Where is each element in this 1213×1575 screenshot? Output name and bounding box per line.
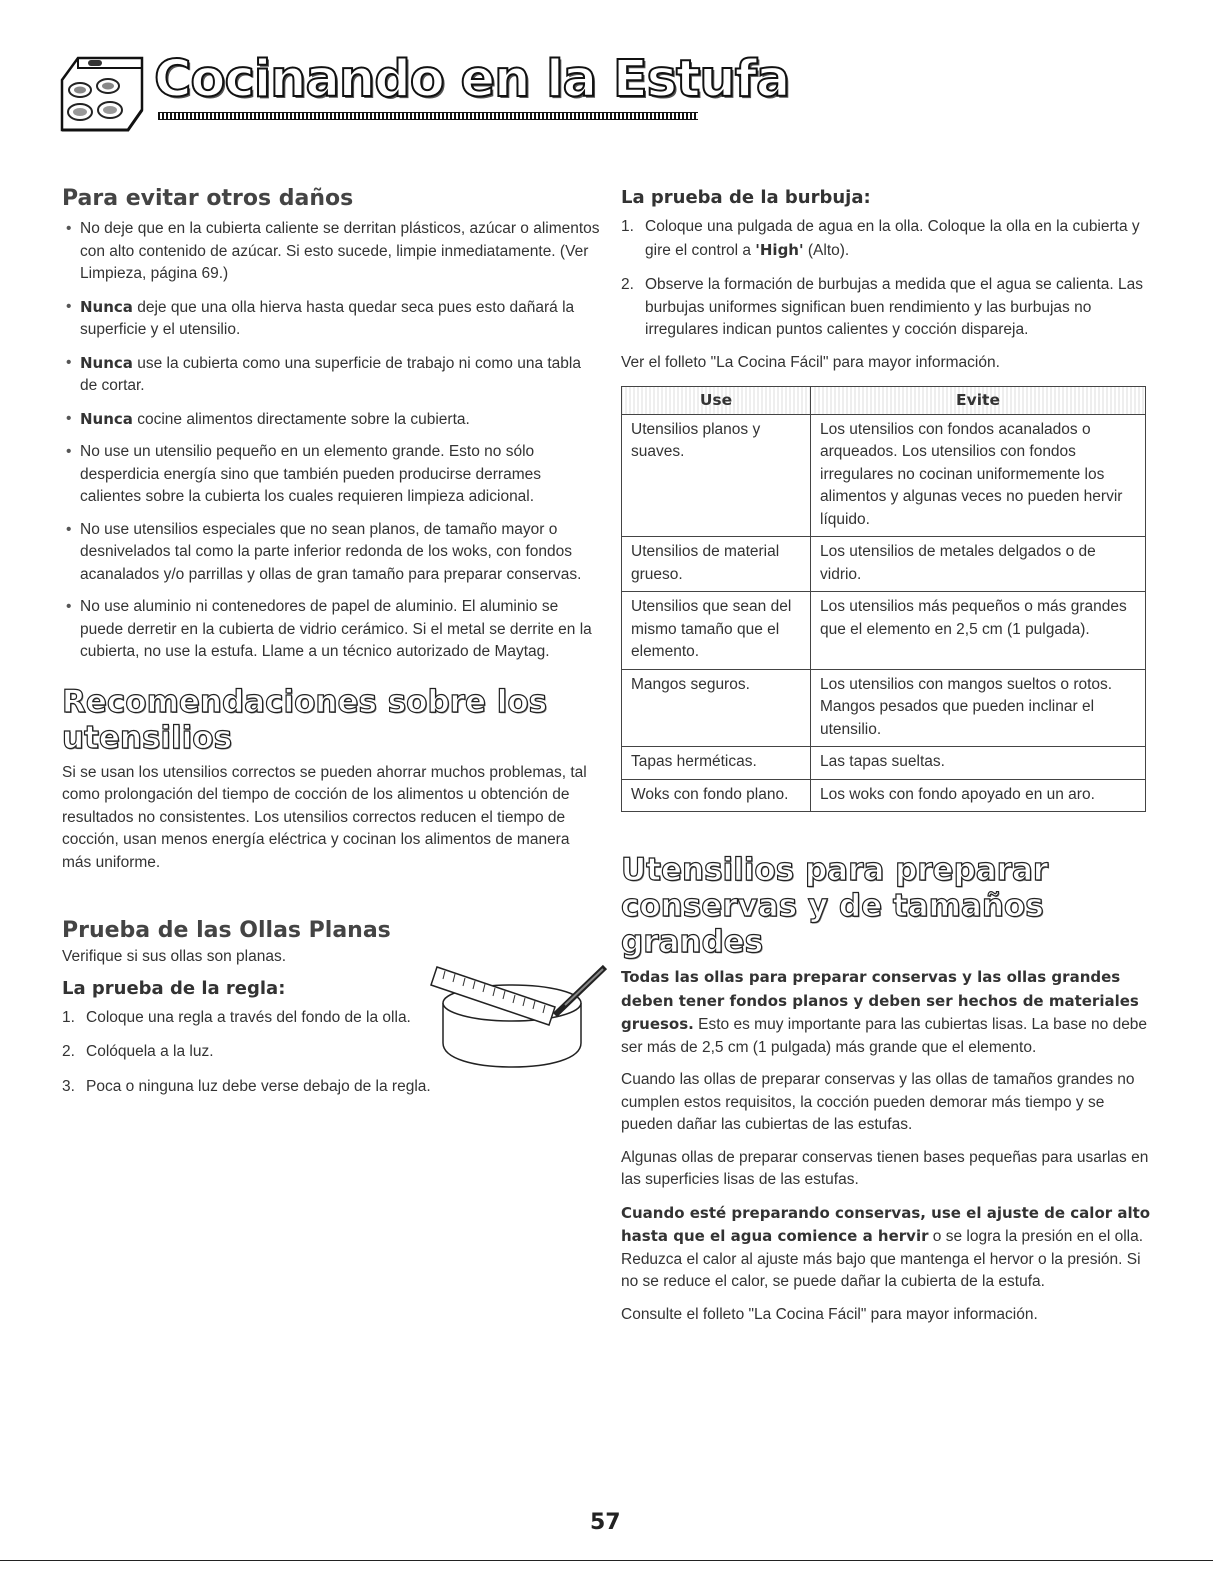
- table-cell: Utensilios planos y suaves.: [622, 414, 811, 537]
- ruler-test-heading: La prueba de la regla:: [62, 977, 286, 999]
- table-row: [622, 747, 1146, 780]
- table-cell: Mangos seguros.: [622, 669, 811, 747]
- section-heading-flat-pans: Prueba de las Ollas Planas: [62, 918, 391, 943]
- list-item: • No deje que en la cubierta caliente se derritan plásticos, azúcar o alimentos con alto contenido de azúcar. Si esto sucede, limpie inmediatamente. (Ver Limpieza, página 69.): [62, 218, 602, 286]
- table-cell: Utensilios de material grueso.: [622, 537, 811, 592]
- list-item: 1. Coloque una regla a través del fondo de la olla.: [62, 1008, 411, 1026]
- table-cell: Las tapas sueltas.: [811, 747, 1146, 780]
- list-item: • No use aluminio ni contenedores de papel de aluminio. El aluminio se puede derretir en la cubierta de vidrio cerámico. Si el metal se derrite en la cubierta, no use la estufa. Llame a un técnico autorizado de Maytag.: [62, 596, 602, 664]
- list-item: 2. Observe la formación de burbujas a medida que el agua se calienta. Las burbujas uniformes significan buen rendimiento y las burbujas no irregulares indican puntos calientes y cocción dispareja.: [621, 276, 1144, 338]
- bubble-test-steps: [621, 216, 1151, 342]
- canning-paragraph-1: Todas las ollas para preparar conservas y las ollas grandes deben tener fondos planos y deben ser hechos de materiales gruesos. Esto es muy importante para las cubiertas lisas. La base no debe ser más de 2,5 cm (1 pulgada) más grande que el elemento.: [621, 968, 1148, 1056]
- list-item: 3. Poca o ninguna luz debe verse debajo de la regla.: [62, 1077, 431, 1095]
- section-heading-damage: Para evitar otros daños: [62, 186, 354, 211]
- table-header-row: [622, 387, 1146, 415]
- canning-paragraph-5: Consulte el folleto "La Cocina Fácil" para mayor información.: [621, 1305, 1038, 1323]
- list-item: • No use utensilios especiales que no sean planos, de tamaño mayor o desnivelados tal como la parte inferior redonda de los woks, con fondos acanalados y/o parrillas y ollas de gran tamaño para preparar conservas.: [62, 519, 602, 587]
- use-avoid-table: [621, 386, 1146, 812]
- canning-paragraph-4: Cuando esté preparando conservas, use el ajuste de calor alto hasta que el agua comience a hervir o se logra la presión en el olla. Reduzca el calor al ajuste más bajo que mantenga el hervor o la presión. Si no se reduce el calor, se puede dañar la cubierta de la estufa.: [621, 1203, 1151, 1290]
- flat-pans-paragraph: Verifique si sus ollas son planas.: [62, 948, 287, 965]
- section-heading-canning: Utensilios para preparar conservas y de tamaños grandes: [621, 852, 1049, 960]
- table-row: [622, 592, 1146, 670]
- table-cell: Woks con fondo plano.: [622, 779, 811, 812]
- table-cell: Los woks con fondo apoyado en un aro.: [811, 779, 1146, 812]
- table-row: [622, 414, 1146, 537]
- page-header: [58, 50, 790, 145]
- column-header-avoid: Evite: [811, 387, 1146, 415]
- column-header-use: Use: [622, 387, 811, 415]
- list-item: • Nunca use la cubierta como una superficie de trabajo ni como una tabla de cortar.: [62, 352, 602, 398]
- recommendations-paragraph: Si se usan los utensilios correctos se pueden ahorrar muchos problemas, tal como prolongación del tiempo de cocción de los alimentos u obtención de resultados no consistentes. Los utensilios correctos reducen el tiempo de cocción, usan menos energía eléctrica y cocinan los alimentos de manera más uniforme.: [62, 763, 587, 871]
- table-cell: Utensilios que sean del mismo tamaño que el elemento.: [622, 592, 811, 670]
- right-column: [621, 186, 1151, 1326]
- stove-cooktop-icon: [58, 50, 150, 134]
- table-cell: Los utensilios con fondos acanalados o arqueados. Los utensilios con fondos irregulares no cocinan uniformemente los alimentos y algunas veces no pueden hervir líquido.: [811, 414, 1146, 537]
- list-item: • Nunca cocine alimentos directamente sobre la cubierta.: [62, 408, 602, 432]
- damage-bullet-list: [62, 218, 602, 664]
- canning-paragraph-3: Algunas ollas de preparar conservas tienen bases pequeñas para usarlas en las superficies lisas de las estufas.: [621, 1148, 1149, 1188]
- table-cell: Tapas herméticas.: [622, 747, 811, 780]
- title-underline: [158, 112, 698, 120]
- bubble-test-note: Ver el folleto "La Cocina Fácil" para mayor información.: [621, 353, 1000, 371]
- list-item: • Nunca deje que una olla hierva hasta quedar seca pues esto dañará la superficie y el utensilio.: [62, 296, 602, 342]
- footer-rule: [0, 1560, 1213, 1561]
- table-row: [622, 669, 1146, 747]
- ruler-on-pan-icon: [415, 955, 610, 1070]
- list-item: 1. Coloque una pulgada de agua en la olla. Coloque la olla en la cubierta y gire el control a 'High' (Alto).: [621, 218, 1140, 259]
- section-heading-recommendations: Recomendaciones sobre los utensilios: [62, 683, 548, 756]
- table-row: [622, 537, 1146, 592]
- bubble-test-heading: La prueba de la burbuja:: [621, 187, 871, 208]
- canning-paragraph-2: Cuando las ollas de preparar conservas y las ollas de tamaños grandes no cumplen estos requisitos, la cocción pueden demorar más tiempo y se pueden dañar las cubiertas de las estufas.: [621, 1071, 1135, 1133]
- list-item: 2. Colóquela a la luz.: [62, 1043, 214, 1060]
- list-item: • No use un utensilio pequeño en un elemento grande. Esto no sólo desperdicia energía sino que también pueden producirse derrames calientes sobre la cubierta los cuales requieren limpieza adicional.: [62, 441, 602, 509]
- table-cell: Los utensilios con mangos sueltos o rotos. Mangos pesados que pueden inclinar el utensilio.: [811, 669, 1146, 747]
- page-number: 57: [590, 1510, 621, 1535]
- table-cell: Los utensilios más pequeños o más grandes que el elemento en 2,5 cm (1 pulgada).: [811, 592, 1146, 670]
- table-cell: Los utensilios de metales delgados o de vidrio.: [811, 537, 1146, 592]
- table-row: [622, 779, 1146, 812]
- page-title: Cocinando en la Estufa: [154, 50, 790, 109]
